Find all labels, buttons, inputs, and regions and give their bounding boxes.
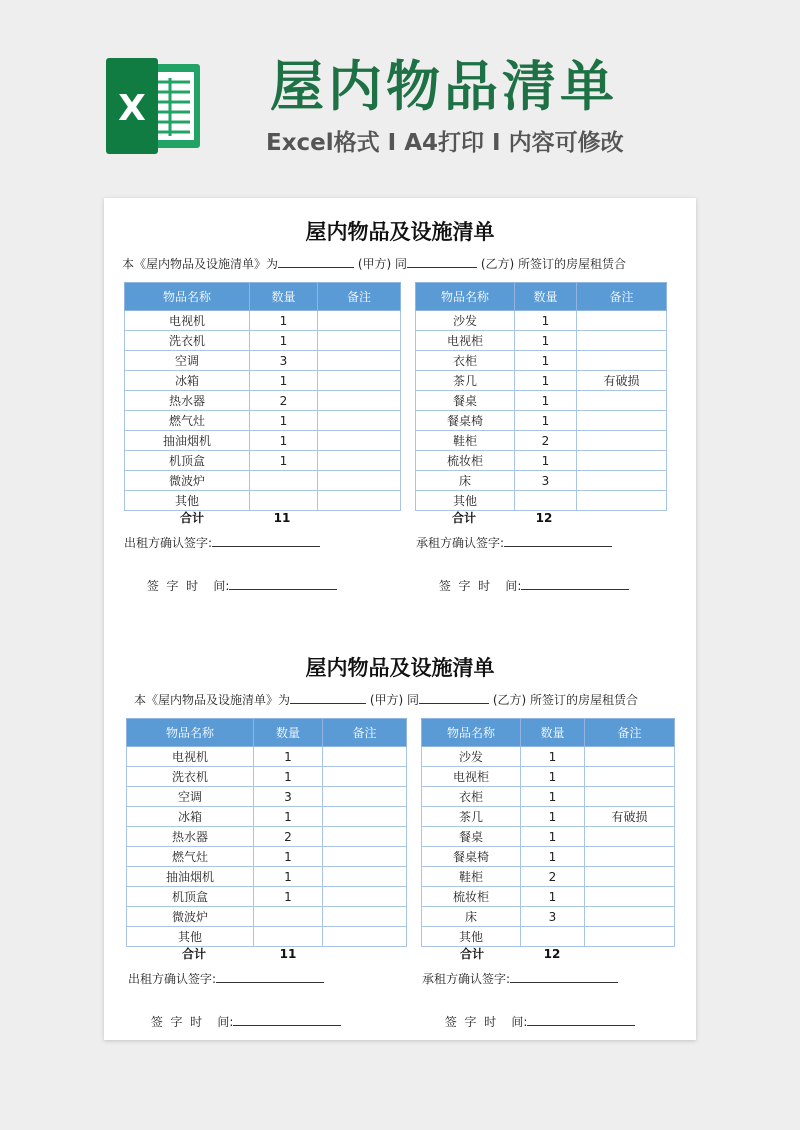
quantity-cell[interactable]: 2 [521, 867, 585, 887]
item-name-cell[interactable]: 微波炉 [125, 471, 250, 491]
note-cell[interactable] [318, 351, 401, 371]
quantity-cell[interactable]: 1 [250, 451, 318, 471]
quantity-cell[interactable]: 1 [515, 451, 577, 471]
column-header-qty: 数量 [515, 283, 577, 311]
item-name-cell[interactable]: 茶几 [416, 371, 515, 391]
intro-text [122, 254, 692, 272]
item-name-cell[interactable]: 电视机 [127, 747, 254, 767]
table-row [422, 747, 675, 767]
quantity-cell[interactable] [250, 491, 318, 511]
note-cell[interactable] [585, 927, 675, 947]
item-name-cell[interactable]: 其他 [416, 491, 515, 511]
inventory-table-left [126, 718, 407, 947]
column-header-qty: 数量 [254, 719, 323, 747]
table-body [416, 311, 667, 511]
lessee-signature-blank[interactable] [504, 533, 612, 547]
note-cell[interactable] [323, 767, 407, 787]
table-row [127, 867, 407, 887]
table-row [422, 927, 675, 947]
inventory-sheet-2 [104, 634, 696, 1034]
note-cell[interactable] [577, 431, 667, 451]
quantity-cell[interactable] [515, 491, 577, 511]
table-row [125, 331, 401, 351]
note-cell[interactable] [577, 391, 667, 411]
item-name-cell[interactable]: 床 [416, 471, 515, 491]
quantity-cell[interactable]: 1 [515, 351, 577, 371]
note-cell[interactable] [585, 767, 675, 787]
lessee-time-line [422, 994, 635, 1029]
party-b-blank[interactable] [419, 690, 489, 704]
note-cell[interactable] [585, 827, 675, 847]
quantity-cell[interactable]: 1 [521, 787, 585, 807]
table-row [416, 451, 667, 471]
total-value-left: 11 [279, 947, 297, 961]
quantity-cell[interactable]: 1 [250, 431, 318, 451]
item-name-cell[interactable]: 机顶盒 [125, 451, 250, 471]
intro-text [134, 690, 704, 708]
quantity-cell[interactable]: 3 [254, 787, 323, 807]
note-cell[interactable] [585, 867, 675, 887]
item-name-cell[interactable]: 抽油烟机 [127, 867, 254, 887]
note-cell[interactable] [318, 431, 401, 451]
quantity-cell[interactable]: 1 [521, 807, 585, 827]
intro-part-1: 本《屋内物品及设施清单》为 [122, 257, 279, 271]
table-row [416, 371, 667, 391]
note-cell[interactable] [577, 451, 667, 471]
item-name-cell[interactable]: 衣柜 [422, 787, 521, 807]
table-row [422, 827, 675, 847]
note-cell[interactable] [323, 747, 407, 767]
intro-party-a: (甲方) 同 [369, 693, 420, 707]
item-name-cell[interactable]: 机顶盒 [127, 887, 254, 907]
lessor-time-blank[interactable] [233, 1012, 341, 1026]
table-row [125, 451, 401, 471]
lessee-time-blank[interactable] [527, 1012, 635, 1026]
note-cell[interactable] [585, 907, 675, 927]
lessor-signature-label: 出租方确认签字: [124, 536, 213, 550]
totals-row [104, 509, 696, 527]
table-row [422, 847, 675, 867]
lessor-signature-blank[interactable] [212, 533, 320, 547]
item-name-cell[interactable]: 空调 [127, 787, 254, 807]
table-row [422, 907, 675, 927]
item-name-cell[interactable]: 冰箱 [127, 807, 254, 827]
table-header-row [422, 719, 675, 747]
note-cell[interactable]: 有破损 [585, 807, 675, 827]
total-value-left: 11 [273, 511, 291, 525]
note-cell[interactable] [323, 907, 407, 927]
item-name-cell[interactable]: 微波炉 [127, 907, 254, 927]
lessor-time-label: 签 字 时 间: [146, 579, 230, 593]
total-label-left: 合计 [181, 947, 206, 961]
quantity-cell[interactable]: 3 [250, 351, 318, 371]
table-row [127, 787, 407, 807]
item-name-cell[interactable]: 其他 [422, 927, 521, 947]
lessor-signature-label: 出租方确认签字: [128, 972, 217, 986]
column-header-note: 备注 [585, 719, 675, 747]
table-header-row [125, 283, 401, 311]
column-header-name: 物品名称 [125, 283, 250, 311]
lessee-time-label: 签 字 时 间: [444, 1015, 528, 1029]
lessor-time-blank[interactable] [229, 576, 337, 590]
table-row [125, 411, 401, 431]
item-name-cell[interactable]: 洗衣机 [127, 767, 254, 787]
note-cell[interactable] [577, 491, 667, 511]
lessor-time-label: 签 字 时 间: [150, 1015, 234, 1029]
lessor-time-line [128, 994, 341, 1029]
inventory-table-right [421, 718, 675, 947]
lessee-time-line [416, 558, 629, 593]
table-row [416, 331, 667, 351]
sheet-title: 屋内物品及设施清单 [305, 656, 495, 680]
table-row [125, 471, 401, 491]
party-a-blank[interactable] [278, 254, 354, 268]
quantity-cell[interactable]: 1 [515, 331, 577, 351]
item-name-cell[interactable]: 衣柜 [416, 351, 515, 371]
table-header-row [127, 719, 407, 747]
item-name-cell[interactable]: 燃气灶 [127, 847, 254, 867]
column-header-name: 物品名称 [422, 719, 521, 747]
quantity-cell[interactable]: 1 [521, 847, 585, 867]
quantity-cell[interactable]: 1 [254, 847, 323, 867]
item-name-cell[interactable]: 热水器 [125, 391, 250, 411]
lessee-signature-label: 承租方确认签字: [422, 972, 511, 986]
lessee-signature-line [416, 533, 612, 551]
table-row [127, 767, 407, 787]
table-body [125, 311, 401, 511]
item-name-cell[interactable]: 餐桌 [422, 827, 521, 847]
item-name-cell[interactable]: 洗衣机 [125, 331, 250, 351]
quantity-cell[interactable] [250, 471, 318, 491]
table-row [416, 491, 667, 511]
total-value-right: 12 [543, 947, 561, 961]
note-cell[interactable] [323, 787, 407, 807]
party-b-blank[interactable] [407, 254, 477, 268]
note-cell[interactable] [577, 311, 667, 331]
inventory-sheet-1 [104, 198, 696, 598]
lessee-signature-line [422, 969, 618, 987]
note-cell[interactable] [318, 371, 401, 391]
column-header-name: 物品名称 [127, 719, 254, 747]
quantity-cell[interactable]: 1 [250, 311, 318, 331]
table-row [127, 747, 407, 767]
item-name-cell[interactable]: 茶几 [422, 807, 521, 827]
note-cell[interactable] [323, 867, 407, 887]
note-cell[interactable] [318, 451, 401, 471]
table-row [125, 431, 401, 451]
quantity-cell[interactable] [254, 907, 323, 927]
column-header-qty: 数量 [250, 283, 318, 311]
intro-party-a: (甲方) 同 [357, 257, 408, 271]
quantity-cell[interactable]: 1 [250, 331, 318, 351]
lessee-signature-blank[interactable] [510, 969, 618, 983]
table-header-row [416, 283, 667, 311]
lessee-time-label: 签 字 时 间: [438, 579, 522, 593]
table-row [422, 887, 675, 907]
note-cell[interactable] [318, 411, 401, 431]
item-name-cell[interactable]: 梳妆柜 [422, 887, 521, 907]
lessor-signature-blank[interactable] [216, 969, 324, 983]
table-row [127, 927, 407, 947]
document-paper [104, 198, 696, 1040]
lessor-signature-line [124, 533, 320, 551]
item-name-cell[interactable]: 冰箱 [125, 371, 250, 391]
note-cell[interactable] [318, 471, 401, 491]
item-name-cell[interactable]: 餐桌椅 [422, 847, 521, 867]
note-cell[interactable] [577, 351, 667, 371]
quantity-cell[interactable]: 1 [254, 767, 323, 787]
item-name-cell[interactable]: 电视柜 [422, 767, 521, 787]
note-cell[interactable] [323, 807, 407, 827]
quantity-cell[interactable]: 1 [515, 371, 577, 391]
table-row [127, 887, 407, 907]
note-cell[interactable] [577, 331, 667, 351]
quantity-cell[interactable]: 1 [254, 887, 323, 907]
item-name-cell[interactable]: 餐桌 [416, 391, 515, 411]
item-name-cell[interactable]: 鞋柜 [416, 431, 515, 451]
note-cell[interactable] [318, 391, 401, 411]
quantity-cell[interactable]: 1 [250, 371, 318, 391]
lessor-time-line [124, 558, 337, 593]
column-header-qty: 数量 [521, 719, 585, 747]
excel-logo-icon [104, 58, 204, 154]
table-row [125, 491, 401, 511]
quantity-cell[interactable]: 1 [521, 747, 585, 767]
note-cell[interactable] [323, 927, 407, 947]
column-header-name: 物品名称 [416, 283, 515, 311]
quantity-cell[interactable]: 1 [521, 827, 585, 847]
table-row [127, 827, 407, 847]
item-name-cell[interactable]: 其他 [127, 927, 254, 947]
quantity-cell[interactable]: 1 [254, 867, 323, 887]
lessor-signature-line [128, 969, 324, 987]
item-name-cell[interactable]: 餐桌椅 [416, 411, 515, 431]
item-name-cell[interactable]: 抽油烟机 [125, 431, 250, 451]
item-name-cell[interactable]: 沙发 [416, 311, 515, 331]
lessee-time-blank[interactable] [521, 576, 629, 590]
note-cell[interactable] [577, 471, 667, 491]
table-row [127, 907, 407, 927]
table-row [422, 767, 675, 787]
quantity-cell[interactable]: 2 [254, 827, 323, 847]
item-name-cell[interactable]: 燃气灶 [125, 411, 250, 431]
column-header-note: 备注 [577, 283, 667, 311]
table-row [416, 431, 667, 451]
total-value-right: 12 [535, 511, 553, 525]
total-label-right: 合计 [459, 947, 484, 961]
item-name-cell[interactable]: 热水器 [127, 827, 254, 847]
lessee-signature-label: 承租方确认签字: [416, 536, 505, 550]
quantity-cell[interactable]: 1 [515, 391, 577, 411]
note-cell[interactable] [323, 827, 407, 847]
table-row [125, 311, 401, 331]
logo-letter: X [118, 88, 146, 129]
quantity-cell[interactable]: 1 [254, 747, 323, 767]
table-row [416, 351, 667, 371]
quantity-cell[interactable]: 1 [250, 411, 318, 431]
table-row [416, 471, 667, 491]
intro-part-1: 本《屋内物品及设施清单》为 [134, 693, 291, 707]
table-row [422, 867, 675, 887]
totals-row [104, 945, 696, 963]
note-cell[interactable] [585, 747, 675, 767]
quantity-cell[interactable]: 2 [515, 431, 577, 451]
quantity-cell[interactable]: 1 [521, 887, 585, 907]
item-name-cell[interactable]: 其他 [125, 491, 250, 511]
quantity-cell[interactable]: 3 [521, 907, 585, 927]
quantity-cell[interactable]: 1 [254, 807, 323, 827]
item-name-cell[interactable]: 沙发 [422, 747, 521, 767]
intro-party-b: (乙方) 所签订的房屋租赁合 [480, 257, 627, 271]
item-name-cell[interactable]: 电视机 [125, 311, 250, 331]
table-row [127, 807, 407, 827]
table-row [127, 847, 407, 867]
item-name-cell[interactable]: 电视柜 [416, 331, 515, 351]
quantity-cell[interactable] [254, 927, 323, 947]
table-row [416, 411, 667, 431]
page-title: 屋内物品清单 [270, 55, 618, 118]
party-a-blank[interactable] [290, 690, 366, 704]
table-row [125, 371, 401, 391]
inventory-table-right [415, 282, 667, 511]
note-cell[interactable] [323, 887, 407, 907]
quantity-cell[interactable]: 2 [250, 391, 318, 411]
quantity-cell[interactable] [521, 927, 585, 947]
quantity-cell[interactable]: 1 [521, 767, 585, 787]
note-cell[interactable] [585, 787, 675, 807]
item-name-cell[interactable]: 鞋柜 [422, 867, 521, 887]
note-cell[interactable]: 有破损 [577, 371, 667, 391]
note-cell[interactable] [585, 887, 675, 907]
quantity-cell[interactable]: 1 [515, 311, 577, 331]
note-cell[interactable] [318, 311, 401, 331]
note-cell[interactable] [318, 491, 401, 511]
total-label-right: 合计 [451, 511, 476, 525]
sheet-title: 屋内物品及设施清单 [305, 220, 495, 244]
note-cell[interactable] [323, 847, 407, 867]
table-row [125, 391, 401, 411]
table-row [416, 391, 667, 411]
column-header-note: 备注 [323, 719, 407, 747]
item-name-cell[interactable]: 空调 [125, 351, 250, 371]
table-row [422, 787, 675, 807]
quantity-cell[interactable]: 3 [515, 471, 577, 491]
quantity-cell[interactable]: 1 [515, 411, 577, 431]
table-row [422, 807, 675, 827]
table-body [422, 747, 675, 947]
item-name-cell[interactable]: 梳妆柜 [416, 451, 515, 471]
table-row [125, 351, 401, 371]
inventory-table-left [124, 282, 401, 511]
intro-party-b: (乙方) 所签订的房屋租赁合 [492, 693, 639, 707]
table-row [416, 311, 667, 331]
page-subtitle: Excel格式 I A4打印 I 内容可修改 [266, 130, 624, 156]
note-cell[interactable] [577, 411, 667, 431]
item-name-cell[interactable]: 床 [422, 907, 521, 927]
table-body [127, 747, 407, 947]
total-label-left: 合计 [179, 511, 204, 525]
column-header-note: 备注 [318, 283, 401, 311]
note-cell[interactable] [318, 331, 401, 351]
note-cell[interactable] [585, 847, 675, 867]
